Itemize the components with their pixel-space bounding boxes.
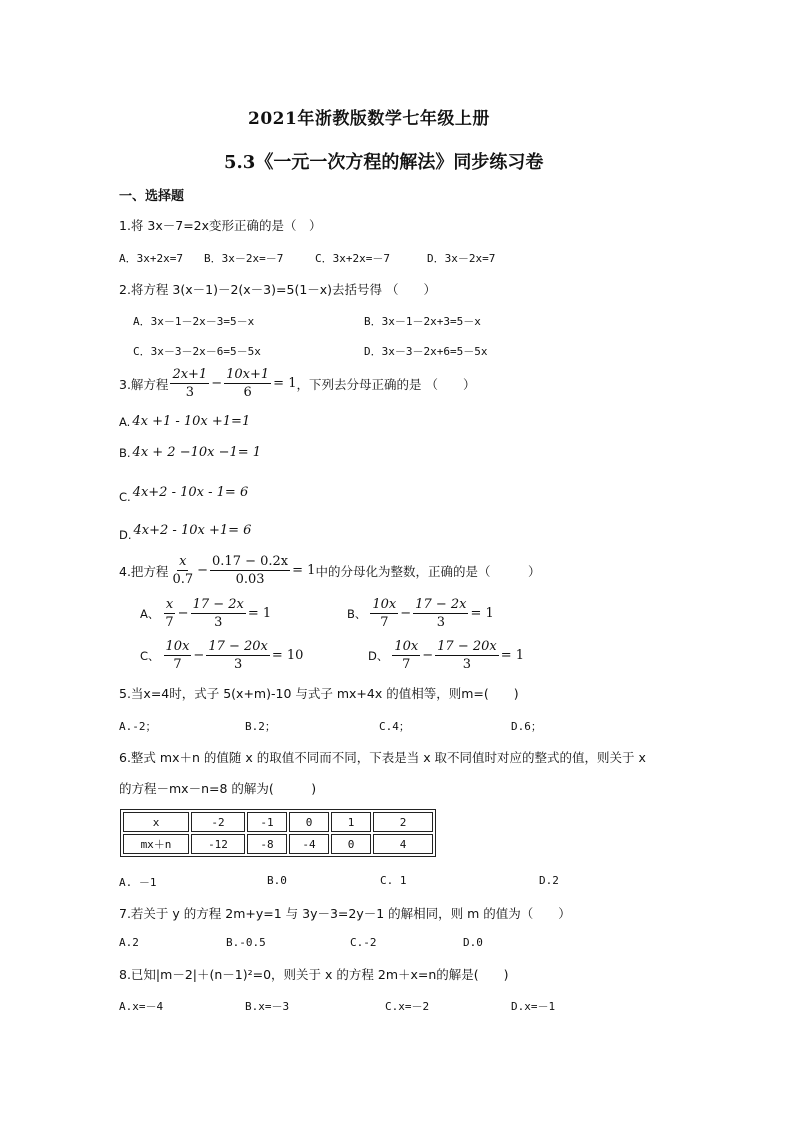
question-8-stem: 8.已知|m－2|＋(n－1)²=0，则关于 x 的方程 2m＋x=n的解是( ) — [119, 967, 509, 982]
page-subtitle: 5.3《一元一次方程的解法》同步练习卷 — [224, 152, 544, 173]
table-cell: -12 — [191, 834, 245, 854]
question-2-option-c: C．3x－3－2x－6=5－5x — [133, 345, 261, 358]
question-3-prefix: 3.解方程 — [119, 376, 169, 392]
question-4-stem: 4.把方程 $\frac{x}{0.7}$ − $\frac{0.17 - 0.2x}{0.03}$ = 1 中的分母化为整数，正确的是（ ） — [119, 554, 541, 587]
table-cell: 2 — [373, 812, 433, 832]
question-4-option-c: C、 $\frac{10x}{7}$ − $\frac{17 - 20x}{3}$ = 10 — [140, 639, 304, 672]
question-5-option-b: B.2； — [245, 720, 276, 733]
question-5-option-d: D.6； — [511, 720, 542, 733]
question-7-option-d: D.0 — [463, 936, 483, 949]
question-8-option-d: D.x=－1 — [511, 1000, 556, 1013]
question-3-fraction-2: $\frac{10x+1}{6}$ — [226, 367, 270, 400]
question-4-suffix: 中的分母化为整数，正确的是（ ） — [315, 563, 541, 579]
table-cell: -2 — [191, 812, 245, 832]
table-cell: 0 — [331, 834, 371, 854]
table-cell: -8 — [247, 834, 287, 854]
question-4-option-d: D、 $\frac{10x}{7}$ − $\frac{17 - 20x}{3}$ = 1 — [368, 639, 525, 672]
section-heading: 一、选择题 — [119, 189, 185, 204]
question-2-option-d: D．3x－3－2x+6=5－5x — [364, 345, 488, 358]
question-4-prefix: 4.把方程 — [119, 563, 169, 579]
question-1-stem: 1.将 3x－7=2x变形正确的是（ ） — [119, 218, 322, 233]
table-row — [123, 834, 433, 854]
question-6-option-a: A. －1 — [119, 876, 157, 889]
question-8-option-b: B.x=－3 — [245, 1000, 290, 1013]
table-cell: mx＋n — [123, 834, 189, 854]
question-7-stem: 7.若关于 y 的方程 2m+y=1 与 3y－3=2y－1 的解相同，则 m 的值为（ ） — [119, 906, 571, 921]
question-5-stem: 5.当x=4时，式子 5(x+m)-10 与式子 mx+4x 的值相等，则m=( ) — [119, 686, 519, 701]
question-7-option-b: B.-0.5 — [226, 936, 266, 949]
question-1-option-c: C．3x+2x=－7 — [315, 252, 390, 265]
question-3-option-d: D. 4x+2 - 10x +1= 6 — [119, 522, 252, 542]
value-table — [120, 809, 436, 857]
question-6-stem-line-1: 6.整式 mx＋n 的值随 x 的取值不同而不同，下表是当 x 取不同值时对应的整式的值，则关于 x — [119, 750, 646, 765]
question-2-option-a: A．3x－1－2x－3=5－x — [133, 315, 255, 328]
table-cell: x — [123, 812, 189, 832]
table-row — [123, 812, 433, 832]
question-4-option-a: A、 $\frac{x}{7}$ − $\frac{17 - 2x}{3}$ = 1 — [140, 597, 272, 630]
question-2-option-b: B．3x－1－2x+3=5－x — [364, 315, 481, 328]
question-6-option-b: B.0 — [267, 874, 287, 887]
question-1-option-d: D．3x－2x=7 — [427, 252, 496, 265]
question-3-stem: 3.解方程 $\frac{2x+1}{3}$ − $\frac{10x+1}{6}$ = 1 ，下列去分母正确的是 （ ） — [119, 367, 476, 400]
question-3-option-c: C. 4x+2 - 10x - 1= 6 — [119, 484, 249, 504]
question-3-option-a: A. 4x +1 - 10x +1=1 — [119, 414, 251, 429]
question-5-option-c: C.4； — [379, 720, 410, 733]
page-title: 2021年浙教版数学七年级上册 — [248, 109, 490, 129]
question-5-option-a: A.-2； — [119, 720, 157, 733]
table-cell: -1 — [247, 812, 287, 832]
question-4-option-b: B、 $\frac{10x}{7}$ − $\frac{17 - 2x}{3}$ = 1 — [347, 597, 494, 630]
question-7-option-a: A.2 — [119, 936, 139, 949]
question-1-option-a: A．3x+2x=7 — [119, 252, 183, 265]
table-cell: -4 — [289, 834, 329, 854]
question-7-option-c: C.-2 — [350, 936, 377, 949]
question-8-option-a: A.x=－4 — [119, 1000, 164, 1013]
question-6-option-c: C. 1 — [380, 874, 407, 887]
question-3-option-b: B. 4x + 2 −10x −1= 1 — [119, 445, 262, 460]
question-3-suffix: ，下列去分母正确的是 （ ） — [296, 376, 476, 392]
table-cell: 0 — [289, 812, 329, 832]
table-cell: 1 — [331, 812, 371, 832]
question-6-stem-line-2: 的方程－mx－n=8 的解为( ) — [119, 781, 317, 796]
question-4-fraction-2: $\frac{0.17 - 0.2x}{0.03}$ — [212, 554, 289, 587]
question-2-stem: 2.将方程 3(x－1)－2(x－3)=5(1－x)去括号得 （ ） — [119, 282, 437, 297]
question-3-fraction-1: $\frac{2x+1}{3}$ — [172, 367, 208, 400]
question-6-option-d: D.2 — [539, 874, 559, 887]
question-1-option-b: B．3x－2x=－7 — [204, 252, 284, 265]
question-8-option-c: C.x=－2 — [385, 1000, 430, 1013]
table-cell: 4 — [373, 834, 433, 854]
question-4-fraction-1: $\frac{x}{0.7}$ — [172, 554, 194, 587]
